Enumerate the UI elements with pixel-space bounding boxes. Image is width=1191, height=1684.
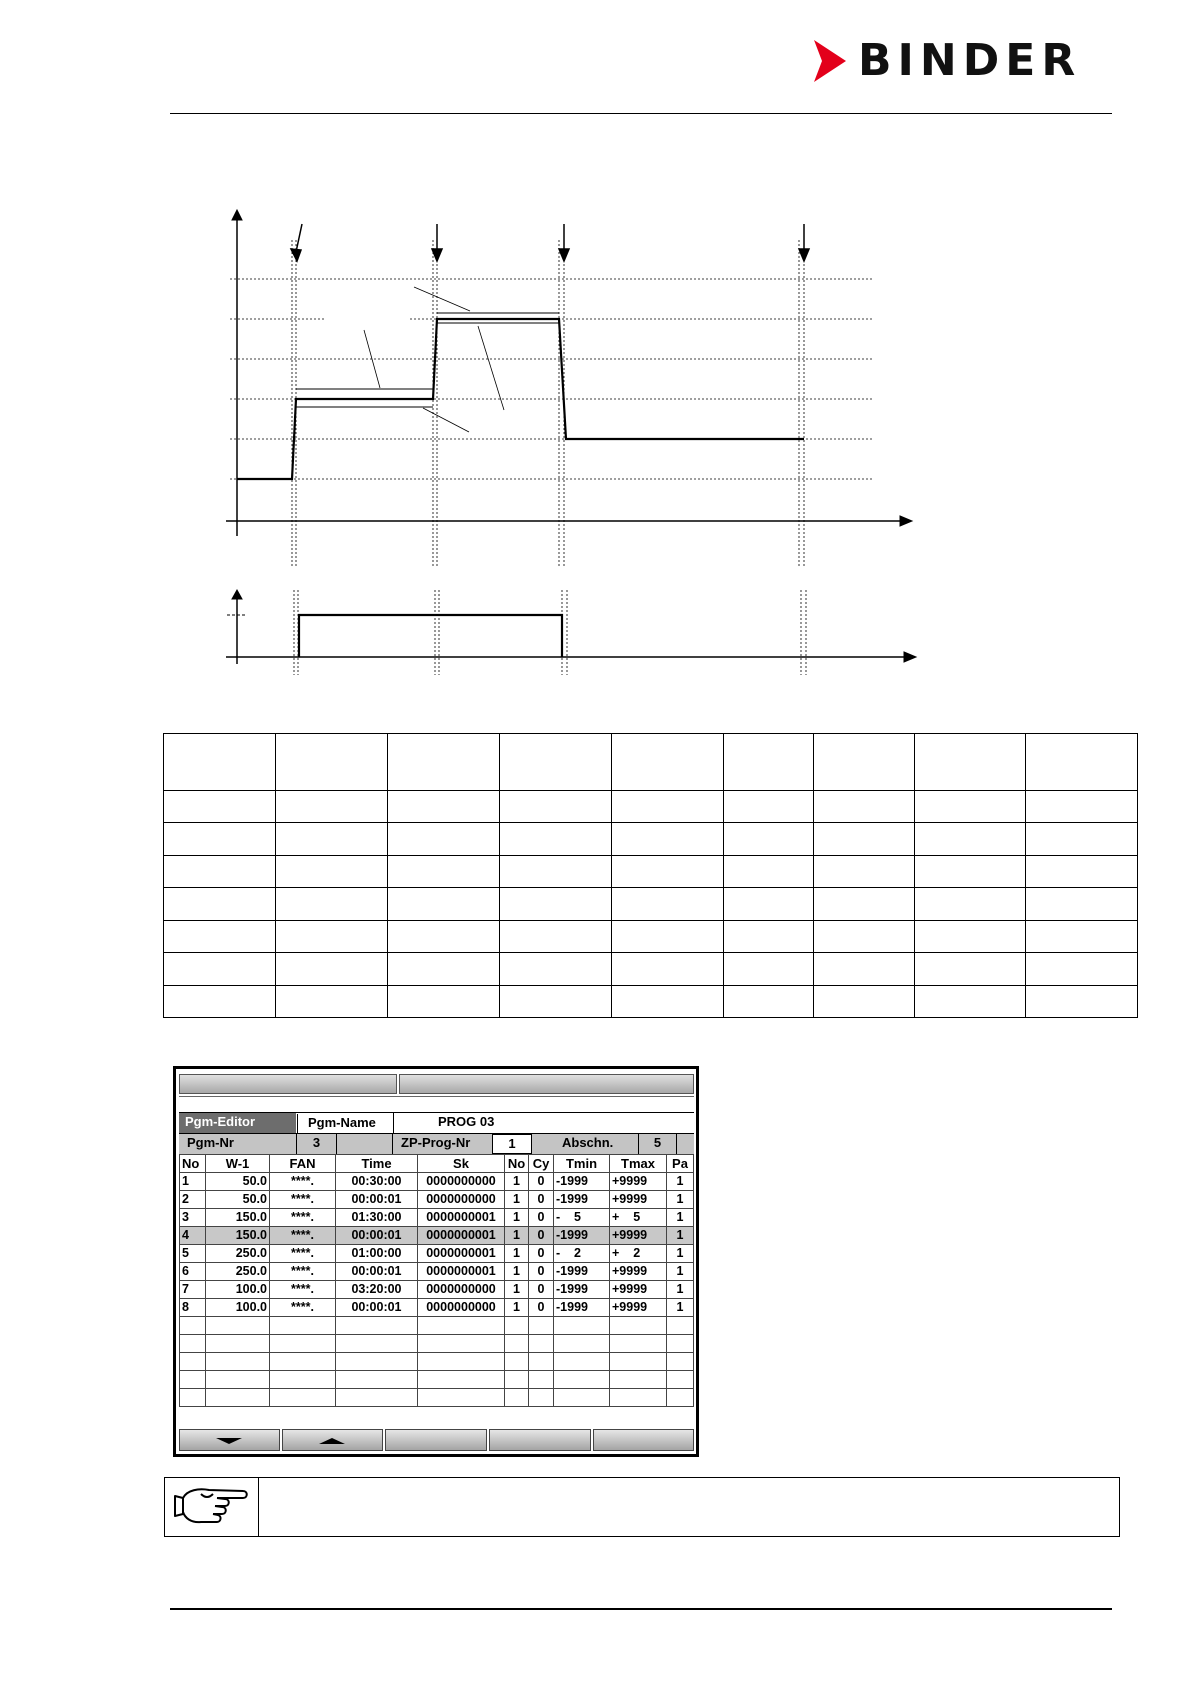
step-cell-no[interactable]: 5 <box>180 1245 206 1263</box>
step-cell-sk[interactable]: 0000000001 <box>418 1227 505 1245</box>
step-cell-fan[interactable]: ****. <box>270 1245 336 1263</box>
step-cell-cy[interactable]: 0 <box>529 1245 554 1263</box>
empty-step-cell[interactable] <box>270 1317 336 1335</box>
step-cell-tmax[interactable]: +9999 <box>610 1173 667 1191</box>
empty-step-cell[interactable] <box>529 1353 554 1371</box>
step-cell-time[interactable]: 00:00:01 <box>336 1299 418 1317</box>
step-cell-tmax[interactable]: +9999 <box>610 1227 667 1245</box>
step-cell-tmin[interactable]: -1999 <box>554 1299 610 1317</box>
step-cell-sk[interactable]: 0000000000 <box>418 1281 505 1299</box>
step-cell-time[interactable]: 00:30:00 <box>336 1173 418 1191</box>
table-row <box>164 888 1138 920</box>
function-key-5[interactable] <box>593 1429 694 1451</box>
empty-step-cell[interactable] <box>418 1371 505 1389</box>
section-field[interactable]: 5 <box>638 1134 676 1154</box>
zp-prog-nr-field[interactable]: 1 <box>492 1134 532 1154</box>
table-row <box>164 920 1138 952</box>
step-row[interactable] <box>180 1191 694 1209</box>
step-cell-sk[interactable]: 0000000000 <box>418 1191 505 1209</box>
step-cell-tmax[interactable]: +9999 <box>610 1191 667 1209</box>
step-cell-tmin[interactable]: -1999 <box>554 1191 610 1209</box>
empty-step-cell[interactable] <box>206 1317 270 1335</box>
step-row[interactable] <box>180 1299 694 1317</box>
step-cell-cy[interactable]: 0 <box>529 1191 554 1209</box>
program-diagram <box>0 0 1191 700</box>
empty-step-cell[interactable] <box>206 1371 270 1389</box>
step-cell-no[interactable]: 1 <box>505 1227 529 1245</box>
step-cell-no[interactable]: 1 <box>505 1299 529 1317</box>
step-row[interactable] <box>180 1263 694 1281</box>
step-cell-fan[interactable]: ****. <box>270 1263 336 1281</box>
step-cell-pa[interactable]: 1 <box>667 1209 694 1227</box>
empty-step-cell[interactable] <box>180 1371 206 1389</box>
step-cell-tmax[interactable]: +9999 <box>610 1281 667 1299</box>
table-row <box>164 953 1138 985</box>
step-cell-pa[interactable]: 1 <box>667 1281 694 1299</box>
step-cell-fan[interactable]: ****. <box>270 1281 336 1299</box>
empty-step-cell[interactable] <box>336 1317 418 1335</box>
empty-step-cell[interactable] <box>529 1317 554 1335</box>
empty-step-cell[interactable] <box>610 1371 667 1389</box>
step-cell-w-1[interactable]: 250.0 <box>206 1263 270 1281</box>
step-cell-tmin[interactable]: -1999 <box>554 1281 610 1299</box>
empty-step-cell[interactable] <box>505 1371 529 1389</box>
step-cell-sk[interactable]: 0000000001 <box>418 1245 505 1263</box>
empty-step-row[interactable] <box>180 1371 694 1389</box>
step-row[interactable] <box>180 1245 694 1263</box>
empty-step-cell[interactable] <box>610 1389 667 1407</box>
empty-step-cell[interactable] <box>270 1353 336 1371</box>
step-cell-time[interactable]: 01:00:00 <box>336 1245 418 1263</box>
step-cell-fan[interactable]: ****. <box>270 1173 336 1191</box>
program-editor-screen <box>173 1066 699 1457</box>
step-cell-fan[interactable]: ****. <box>270 1227 336 1245</box>
empty-step-cell[interactable] <box>554 1335 610 1353</box>
step-cell-sk[interactable]: 0000000000 <box>418 1173 505 1191</box>
step-row[interactable] <box>180 1209 694 1227</box>
pgm-name-label: Pgm-Name <box>297 1114 393 1133</box>
step-cell-pa[interactable]: 1 <box>667 1173 694 1191</box>
step-cell-tmin[interactable]: - 2 <box>554 1245 610 1263</box>
column-header: Tmin <box>554 1155 610 1173</box>
empty-step-cell[interactable] <box>667 1353 694 1371</box>
empty-step-cell[interactable] <box>667 1335 694 1353</box>
step-cell-fan[interactable]: ****. <box>270 1299 336 1317</box>
empty-step-cell[interactable] <box>529 1371 554 1389</box>
step-cell-no[interactable]: 8 <box>180 1299 206 1317</box>
scroll-down-button[interactable] <box>179 1429 280 1451</box>
step-cell-no[interactable]: 1 <box>180 1173 206 1191</box>
step-row[interactable] <box>180 1173 694 1191</box>
empty-step-cell[interactable] <box>505 1317 529 1335</box>
empty-step-row[interactable] <box>180 1335 694 1353</box>
pgm-name-field[interactable]: PROG 03 <box>393 1113 694 1133</box>
step-cell-no[interactable]: 1 <box>505 1281 529 1299</box>
empty-step-cell[interactable] <box>418 1389 505 1407</box>
step-cell-w-1[interactable]: 100.0 <box>206 1281 270 1299</box>
switching-diagram <box>226 590 916 675</box>
empty-step-cell[interactable] <box>206 1389 270 1407</box>
footer-divider <box>170 1608 1112 1610</box>
step-cell-tmax[interactable]: +9999 <box>610 1299 667 1317</box>
column-header: No <box>505 1155 529 1173</box>
step-row[interactable] <box>180 1281 694 1299</box>
section-spacer <box>676 1134 694 1154</box>
empty-step-cell[interactable] <box>610 1317 667 1335</box>
step-cell-sk[interactable]: 0000000001 <box>418 1209 505 1227</box>
empty-step-cell[interactable] <box>667 1389 694 1407</box>
empty-step-cell[interactable] <box>418 1317 505 1335</box>
column-header: Tmax <box>610 1155 667 1173</box>
empty-step-cell[interactable] <box>180 1389 206 1407</box>
step-cell-w-1[interactable]: 150.0 <box>206 1209 270 1227</box>
step-cell-pa[interactable]: 1 <box>667 1191 694 1209</box>
empty-step-cell[interactable] <box>554 1389 610 1407</box>
table-row <box>164 985 1138 1017</box>
step-cell-w-1[interactable]: 50.0 <box>206 1191 270 1209</box>
empty-step-cell[interactable] <box>505 1353 529 1371</box>
temperature-diagram <box>226 210 912 566</box>
empty-step-cell[interactable] <box>270 1371 336 1389</box>
column-header: Pa <box>667 1155 694 1173</box>
column-header: No <box>180 1155 206 1173</box>
step-cell-pa[interactable]: 1 <box>667 1227 694 1245</box>
empty-step-cell[interactable] <box>206 1335 270 1353</box>
step-cell-sk[interactable]: 0000000000 <box>418 1299 505 1317</box>
step-cell-no[interactable]: 1 <box>505 1209 529 1227</box>
step-cell-no[interactable]: 2 <box>180 1191 206 1209</box>
empty-step-cell[interactable] <box>180 1353 206 1371</box>
empty-step-cell[interactable] <box>270 1389 336 1407</box>
step-cell-time[interactable]: 00:00:01 <box>336 1191 418 1209</box>
step-cell-pa[interactable]: 1 <box>667 1263 694 1281</box>
note-box <box>164 1477 1120 1537</box>
title-tab-left[interactable] <box>179 1074 397 1094</box>
empty-step-cell[interactable] <box>418 1335 505 1353</box>
empty-step-cell[interactable] <box>336 1335 418 1353</box>
empty-step-cell[interactable] <box>667 1371 694 1389</box>
step-cell-cy[interactable]: 0 <box>529 1281 554 1299</box>
empty-step-cell[interactable] <box>505 1335 529 1353</box>
step-cell-time[interactable]: 03:20:00 <box>336 1281 418 1299</box>
step-cell-no[interactable]: 1 <box>505 1191 529 1209</box>
step-cell-cy[interactable]: 0 <box>529 1173 554 1191</box>
table-header-row <box>164 734 1138 791</box>
step-cell-w-1[interactable]: 250.0 <box>206 1245 270 1263</box>
step-cell-tmin[interactable]: -1999 <box>554 1173 610 1191</box>
step-cell-no[interactable]: 6 <box>180 1263 206 1281</box>
section-label: Abschn. <box>532 1134 638 1154</box>
zp-prog-nr-label: ZP-Prog-Nr <box>392 1134 492 1154</box>
step-cell-no[interactable]: 7 <box>180 1281 206 1299</box>
column-header: FAN <box>270 1155 336 1173</box>
step-cell-tmax[interactable]: + 5 <box>610 1209 667 1227</box>
step-cell-cy[interactable]: 0 <box>529 1299 554 1317</box>
table-row <box>164 855 1138 887</box>
step-cell-no[interactable]: 3 <box>180 1209 206 1227</box>
empty-step-row[interactable] <box>180 1317 694 1335</box>
step-cell-no[interactable]: 1 <box>505 1173 529 1191</box>
column-header: W-1 <box>206 1155 270 1173</box>
pointing-hand-icon <box>165 1478 258 1536</box>
step-cell-tmax[interactable]: + 2 <box>610 1245 667 1263</box>
step-cell-pa[interactable]: 1 <box>667 1299 694 1317</box>
empty-step-cell[interactable] <box>554 1317 610 1335</box>
empty-step-cell[interactable] <box>529 1389 554 1407</box>
empty-step-cell[interactable] <box>336 1389 418 1407</box>
empty-step-cell[interactable] <box>554 1353 610 1371</box>
empty-step-cell[interactable] <box>336 1371 418 1389</box>
empty-step-cell[interactable] <box>418 1353 505 1371</box>
step-cell-fan[interactable]: ****. <box>270 1191 336 1209</box>
step-cell-time[interactable]: 00:00:01 <box>336 1263 418 1281</box>
step-cell-cy[interactable]: 0 <box>529 1209 554 1227</box>
step-cell-no[interactable]: 1 <box>505 1245 529 1263</box>
scroll-up-button[interactable] <box>282 1429 383 1451</box>
column-header: Cy <box>529 1155 554 1173</box>
arrow-up-icon <box>283 1430 382 1450</box>
pgm-editor-label: Pgm-Editor <box>179 1113 296 1133</box>
empty-step-cell[interactable] <box>554 1371 610 1389</box>
step-cell-time[interactable]: 00:00:01 <box>336 1227 418 1245</box>
step-cell-cy[interactable]: 0 <box>529 1263 554 1281</box>
step-cell-fan[interactable]: ****. <box>270 1209 336 1227</box>
step-cell-no[interactable]: 4 <box>180 1227 206 1245</box>
note-icon-cell <box>165 1478 259 1536</box>
empty-step-cell[interactable] <box>529 1335 554 1353</box>
step-row[interactable] <box>180 1227 694 1245</box>
step-cell-w-1[interactable]: 100.0 <box>206 1299 270 1317</box>
step-cell-tmax[interactable]: +9999 <box>610 1263 667 1281</box>
empty-step-cell[interactable] <box>270 1335 336 1353</box>
empty-step-row[interactable] <box>180 1353 694 1371</box>
column-header: Sk <box>418 1155 505 1173</box>
table-row <box>164 823 1138 855</box>
empty-step-cell[interactable] <box>610 1353 667 1371</box>
program-step-table <box>179 1154 694 1407</box>
step-cell-pa[interactable]: 1 <box>667 1245 694 1263</box>
brand-name: BINDER <box>858 35 1082 86</box>
step-cell-no[interactable]: 1 <box>505 1263 529 1281</box>
empty-step-row[interactable] <box>180 1389 694 1407</box>
pgm-nr-label: Pgm-Nr <box>179 1134 296 1154</box>
step-cell-w-1[interactable]: 150.0 <box>206 1227 270 1245</box>
step-cell-w-1[interactable]: 50.0 <box>206 1173 270 1191</box>
table-row <box>164 791 1138 823</box>
empty-step-cell[interactable] <box>610 1335 667 1353</box>
step-cell-tmin[interactable]: - 5 <box>554 1209 610 1227</box>
step-cell-sk[interactable]: 0000000001 <box>418 1263 505 1281</box>
empty-step-cell[interactable] <box>180 1335 206 1353</box>
step-cell-tmin[interactable]: -1999 <box>554 1227 610 1245</box>
empty-step-cell[interactable] <box>505 1389 529 1407</box>
empty-step-cell[interactable] <box>667 1317 694 1335</box>
arrow-down-icon <box>180 1430 279 1450</box>
function-key-4[interactable] <box>489 1429 591 1451</box>
program-parameter-table <box>163 733 1138 1018</box>
function-key-3[interactable] <box>385 1429 487 1451</box>
pgm-nr-spacer <box>336 1134 392 1154</box>
step-cell-tmin[interactable]: -1999 <box>554 1263 610 1281</box>
empty-step-cell[interactable] <box>206 1353 270 1371</box>
empty-step-cell[interactable] <box>180 1317 206 1335</box>
column-header: Time <box>336 1155 418 1173</box>
empty-step-cell[interactable] <box>336 1353 418 1371</box>
step-cell-time[interactable]: 01:30:00 <box>336 1209 418 1227</box>
title-tab-right[interactable] <box>399 1074 694 1094</box>
step-cell-cy[interactable]: 0 <box>529 1227 554 1245</box>
pgm-nr-field[interactable]: 3 <box>296 1134 336 1154</box>
column-header-row <box>180 1155 694 1173</box>
